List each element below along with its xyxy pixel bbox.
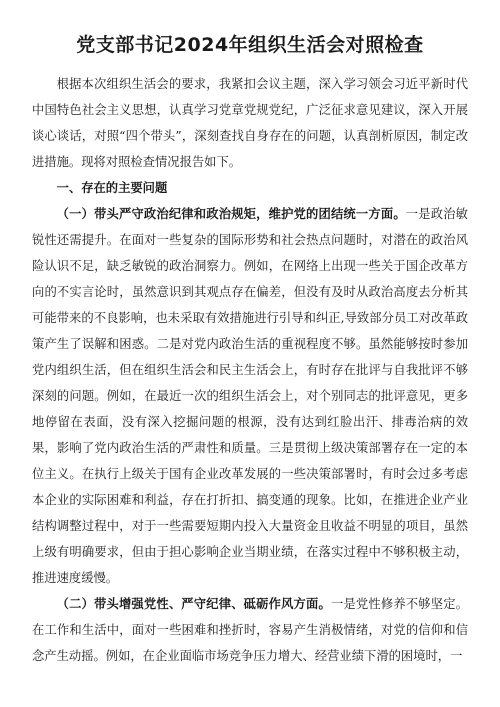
section1-heading: 一、存在的主要问题 xyxy=(56,180,168,195)
document-title: 党支部书记2024年组织生活会对照检查 xyxy=(76,34,424,56)
intro-paragraph: 根据本次组织生活会的要求，我紧扣会议主题，深入学习领会习近平新时代中国特色社会主义思想，认真学习党章党规党纪，广泛征求意见建议，深入开展谈心谈话，对照“四个带头”，深刻查找自身存在的问题，认真剖析原因，制定改进措施。现将对照检查情况报告如下。 xyxy=(32,77,468,169)
subsection-1-body: 一是政治敏锐性还需提升。在面对一些复杂的国际形势和社会热点问题时，对潜在的政治风险认识不足，缺乏敏锐的政治洞察力。例如，在网络上出现一些关于国企改革方向的不实言论时，虽然意识到其观点存在偏差，但没有及时从政治高度去分析其可能带来的不良影响，也未采取有效措施进行引导和纠正,导致部分员工对改革政策产生了误解和困惑。二是对党内政治生活的重视程度不够。虽然能够按时参加党内组织生活，但在组织生活会和民主生活会上，有时存在批评与自我批评不够深刻的问题。例如，在最近一次的组织生活会上，对个别同志的批评意见，更多地停留在表面，没有深入挖掘问题的根源，没有达到红脸出汗、排毒治病的效果，影响了党内政治生活的严肃性和质量。三是贯彻上级决策部署存在一定的本位主义。在执行上级关于国有企业改革发展的一些决策部署时，有时会过多考虑本企业的实际困难和利益，存在打折扣、搞变通的现象。比如，在推进企业产业结构调整过程中，对于一些需要短期内投入大量资金且收益不明显的项目，虽然上级有明确要求，但由于担心影响企业当期业绩，在落实过程中不够积极主动，推进速度缓慢。 xyxy=(32,207,468,585)
subsection-1-heading: （一）带头严守政治纪律和政治规矩，维护党的团结统一方面。 xyxy=(56,206,406,221)
section-heading xyxy=(32,175,468,201)
subsection-1-paragraph xyxy=(32,201,468,591)
subsection-2-heading: （二）带头增强党性、严守纪律、砥砺作风方面。 xyxy=(56,596,331,611)
subsection-2-body: 一是党性修养不够坚定。在工作和生活中，面对一些困难和挫折时，容易产生消极情绪，对党的信仰和信念产生动摇。例如，在企业面临市场竞争压力增大、经营业绩下滑的困境时，一 xyxy=(32,597,468,663)
subsection-2-paragraph xyxy=(32,591,468,669)
